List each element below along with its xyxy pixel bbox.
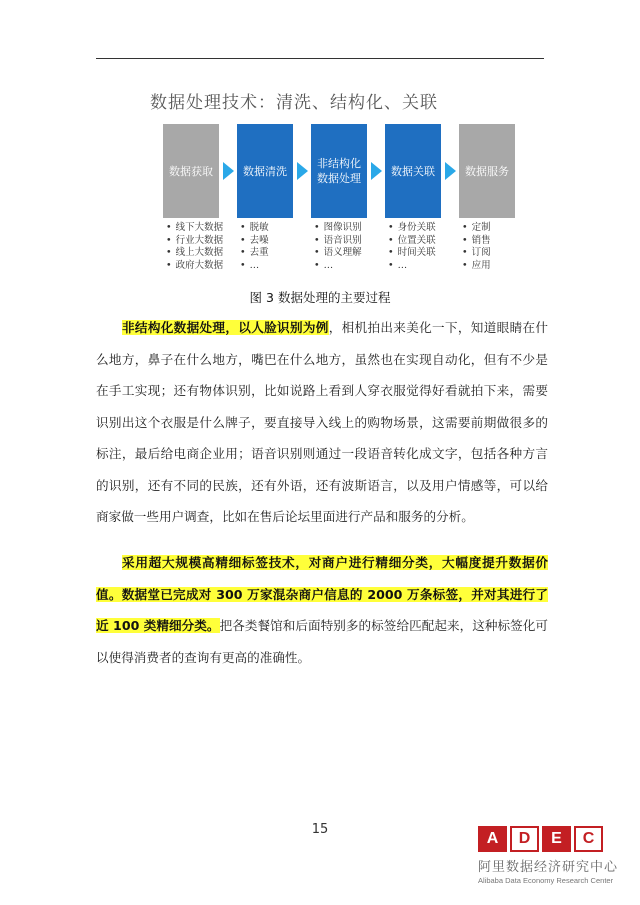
step-label: 数据清洗 (243, 164, 287, 178)
paragraph-face-recognition (96, 312, 548, 533)
step-data-association (385, 124, 441, 218)
list-item: • … (314, 260, 384, 273)
list-item: • 销售 (462, 235, 532, 248)
paragraph-labeling (96, 547, 548, 673)
logo-letter: A (478, 826, 507, 852)
list-item: • … (240, 260, 310, 273)
step-label: 非结构化 数据处理 (317, 157, 361, 185)
arrow-icon (445, 162, 456, 180)
step-data-cleaning (237, 124, 293, 218)
figure-title: 数据处理技术：清洗、结构化、关联 (150, 93, 438, 113)
step-label: 数据获取 (169, 164, 213, 178)
list-item: • 线下大数据 (166, 222, 236, 235)
logo-letter: E (542, 826, 571, 852)
list-item: • 脱敏 (240, 222, 310, 235)
list-item: • 线上大数据 (166, 247, 236, 260)
page-number: 15 (311, 822, 329, 837)
highlighted-text: 数据堂已完成对 300 万家混杂商户信息的 2000 万条标签，并对其进行了近 100 类精细分类。 (96, 586, 548, 633)
step-data-acquisition (163, 124, 219, 218)
step-bullets-unstructured (314, 222, 384, 272)
list-item: • 行业大数据 (166, 235, 236, 248)
list-item: • … (388, 260, 458, 273)
list-item: • 去重 (240, 247, 310, 260)
logo-letter: D (510, 826, 539, 852)
logo-letter: C (574, 826, 603, 852)
step-bullets-association (388, 222, 458, 272)
list-item: • 定制 (462, 222, 532, 235)
list-item: • 身份关联 (388, 222, 458, 235)
list-item: • 语音识别 (314, 235, 384, 248)
step-data-service (459, 124, 515, 218)
step-unstructured-processing (311, 124, 367, 218)
arrow-icon (297, 162, 308, 180)
logo-letters (478, 826, 628, 852)
list-item: • 订阅 (462, 247, 532, 260)
step-bullets-acquisition (166, 222, 236, 272)
step-label: 数据服务 (465, 164, 509, 178)
logo-chinese-name: 阿里数据经济研究中心 (478, 860, 619, 875)
arrow-icon (223, 162, 234, 180)
paragraph-text: ，相机拍出来美化一下，知道眼睛在什么地方，鼻子在什么地方，嘴巴在什么地方，虽然也在实现自动化，但有不少是在手工实现；还有物体识别，比如说路上看到人穿衣服觉得好看就拍下来，需要识别出这个衣服是什么牌子，要直接导入线上的购物场景，这需要前期做很多的标注，最后给电商企业用；语音识别则通过一段语音转化成文字，包括各种方言的识别，还有不同的民族，还有外语，还有波斯语言，以及用户情感等，可以给商家做一些用户调查，比如在售后论坛里面进行产品和服务的分析。 (96, 320, 548, 524)
step-label: 数据关联 (391, 164, 435, 178)
list-item: • 位置关联 (388, 235, 458, 248)
highlighted-text: 非结构化数据处理，以人脸识别为例 (122, 320, 329, 335)
list-item: • 应用 (462, 260, 532, 273)
step-bullets-service (462, 222, 532, 272)
list-item: • 图像识别 (314, 222, 384, 235)
highlighted-text: 采用超大规模高精细标签技术，对商户进行精细分类，大幅度提升数据价值。 (96, 555, 548, 602)
header-rule (96, 58, 544, 59)
list-item: • 去噪 (240, 235, 310, 248)
step-bullets-cleaning (240, 222, 310, 272)
list-item: • 政府大数据 (166, 260, 236, 273)
paragraph-text: 把各类餐馆和后面特别多的标签给匹配起来，这种标签化可以使得消费者的查询有更高的准确性。 (96, 618, 549, 665)
list-item: • 语义理解 (314, 247, 384, 260)
arrow-icon (371, 162, 382, 180)
adec-logo (478, 826, 628, 888)
list-item: • 时间关联 (388, 247, 458, 260)
figure-caption: 图 3 数据处理的主要过程 (249, 290, 391, 305)
process-flow-diagram (163, 124, 523, 220)
logo-english-name: Alibaba Data Economy Research Center (478, 876, 614, 885)
